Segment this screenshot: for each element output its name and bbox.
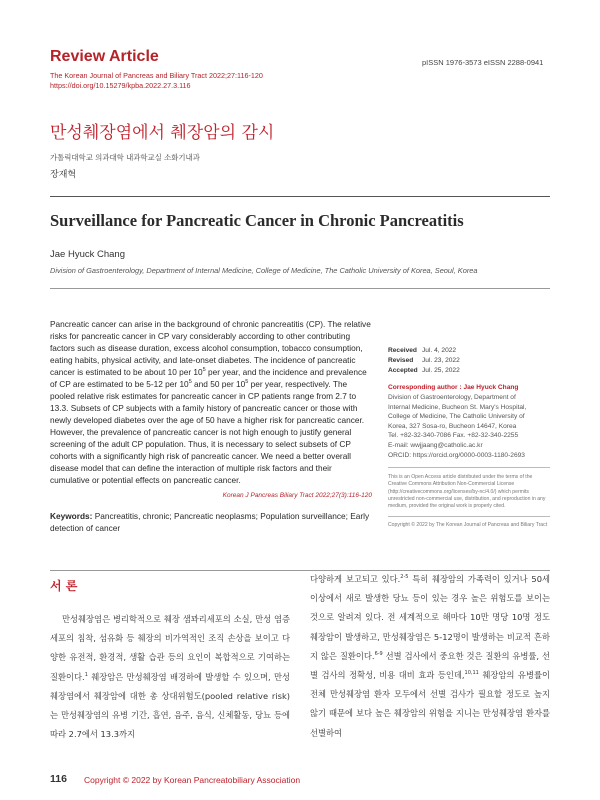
revised-label: Revised [388,357,414,364]
accepted-value: Jul. 25, 2022 [422,367,460,374]
keywords-label: Keywords: [50,511,93,521]
title-divider-bottom [50,288,550,289]
reference-superscript: 6-9 [374,651,383,658]
footer-copyright: Copyright © 2022 by Korean Pancreatobiliary Association [84,775,301,785]
accepted-label: Accepted [388,367,418,374]
license-notice: This is an Open Access article distributed under the terms of the Creative Commons Attribution Non-Commercial License (http://creativecommons.org/licenses/by-nc/4.0/) which permits unrestricted non-commercial use, distribution, and reproduction in any medium, provided the original work is properly cited. [388,474,546,509]
received-date-row [388,346,550,356]
body-column-right [310,570,550,743]
korean-title: 만성췌장염에서 췌장암의 감시 [50,123,275,143]
body-text: 다양하게 보고되고 있다. [310,574,401,584]
body-text: 특히 췌장암의 가족력이 있거나 50세 이상에서 새로 발생한 당뇨 등이 있는 경우 높은 위험도를 보이는 것으로 알려져 있다. 전 세계적으로 해마다 10만 명당 10명 정도 췌장암이 발생하고, 만성췌장염은 5-12명이 발생하는 비교적 흔하지 않은 질환이다. [310,574,551,661]
abstract-citation: Korean J Pancreas Biliary Tract 2022;27(3):116-120 [222,492,372,499]
english-affiliation: Division of Gastroenterology, Department of Internal Medicine, College of Medicine, The Catholic University of Korea, Seoul, Korea [50,266,478,275]
received-label: Received [388,347,417,354]
body-column-left [50,610,290,744]
sidebar-divider [388,516,550,517]
article-type-label: Review Article [50,48,159,65]
address-line: Internal Medicine, Bucheon St. Mary's Hospital, [388,403,527,411]
address-line: Division of Gastroenterology, Department of [388,394,516,401]
body-text: 췌장암의 유병률이 전체 만성췌장염 환자 모두에서 선별 검사가 필요할 정도로 높지 않기 때문에 보다 높은 췌장암의 위험을 지니는 만성췌장염 환자를 선별하여 [310,670,550,738]
abstract-part-2: per year, and the incidence and prevalence of CP are estimated to be 5-12 per 10 [50,367,367,389]
corresponding-address [388,393,550,460]
abstract-part-3: and 50 per 10 [191,379,246,389]
address-line: College of Medicine, The Catholic University of [388,413,525,421]
korean-affiliation: 가톨릭대학교 의과대학 내과학교실 소화기내과 [50,153,200,162]
abstract-part-4: per year, respectively. The pooled relative risk estimates for pancreatic cancer in CP patients range from 2.7 to 13.3. Subsets of CP subjects with a family history of pancreatic cancer or those with newly developed diabetes over the age of 50 have a higher risk for pancreatic cancer. However, the prevalence of pancreatic cancer is not high enough to justify general screening of the adult CP population. Thus, it is necessary to select subsets of CP cohorts with a significantly high risk of pancreatic cancer. We need a better overall disease model that can define the interaction of multiple risk factors and their cumulative or potential effects on pancreatic cancer. [50,379,365,485]
sidebar-divider [388,467,550,468]
abstract-sup-3: 5 [245,379,249,386]
reference-superscript: 10,11 [464,670,479,677]
issn-line: pISSN 1976-3573 eISSN 2288-0941 [422,58,544,67]
abstract-sup-2: 5 [188,379,192,386]
journal-citation-line: The Korean Journal of Pancreas and Biliary Tract 2022;27:116-120 [50,71,263,80]
keywords [50,510,372,534]
abstract-text [50,318,372,486]
english-title: Surveillance for Pancreatic Cancer in Chronic Pancreatitis [50,211,464,230]
article-info-sidebar [388,346,550,528]
accepted-date-row [388,366,550,376]
reference-superscript: 1 [84,671,88,678]
body-text: 선별 검사에서 중요한 것은 질환의 유병률, 선별 검사의 정확성, 비용 대비 효과 등인데, [310,650,550,681]
page-number: 116 [50,773,67,785]
reference-superscript: 2-5 [400,574,409,581]
email-link[interactable]: E-mail: wwjjaang@catholic.ac.kr [388,441,483,449]
doi-link[interactable]: https://doi.org/10.15279/kpba.2022.27.3.116 [50,81,191,90]
section-heading-introduction: 서 론 [50,579,78,593]
abstract-sup-1: 5 [202,367,206,374]
revised-value: Jul. 23, 2022 [422,357,460,364]
keywords-text: Pancreatitis, chronic; Pancreatic neoplasms; Population surveillance; Early detection of cancer [50,511,370,533]
orcid-link[interactable]: ORCID: https://orcid.org/0000-0003-1180-2693 [388,451,525,459]
body-text: 만성췌장염은 병리학적으로 췌장 샘꽈리세포의 소실, 만성 염증세포의 침착, 섬유화 등 췌장의 비가역적인 조직 손상을 보이고 다양한 유전적, 환경적, 생활 습관 등의 요인이 복합적으로 기여하는 질환이다. [50,614,290,682]
body-text: 췌장암은 만성췌장염 배경하에 발생할 수 있으며, 만성췌장염에서 췌장암에 대한 총 상대위험도(pooled relative risk)는 만성췌장염의 유병 기간, 흡연, 음주, 음식, 신체활동, 당뇨 등에 따라 2.7에서 13.3까지 [50,671,290,740]
corresponding-author-label: Corresponding author : Jae Hyuck Chang [388,384,519,391]
abstract-part-1: Pancreatic cancer can arise in the background of chronic pancreatitis (CP). The relative risks for pancreatic cancer in CP vary considerably according to other contributing factors such as disease duration, excess alcohol consumption, tobacco consumption, eating habits, physical activity, and late-onset diabetes. The incidence of pancreatic cancer is estimated to be about 10 per 10 [50,319,371,377]
revised-date-row [388,356,550,366]
korean-author: 장재혁 [50,170,77,180]
phone-fax-line: Tel. +82-32-340-7086 Fax. +82-32-340-2255 [388,432,519,440]
title-divider-top [50,196,550,197]
english-author: Jae Hyuck Chang [50,249,125,260]
address-line: Korea, 327 Sosa-ro, Bucheon 14647, Korea [388,422,517,430]
received-value: Jul. 4, 2022 [422,347,457,354]
sidebar-copyright: Copyright © 2022 by The Korean Journal of Pancreas and Biliary Tract [388,522,548,529]
